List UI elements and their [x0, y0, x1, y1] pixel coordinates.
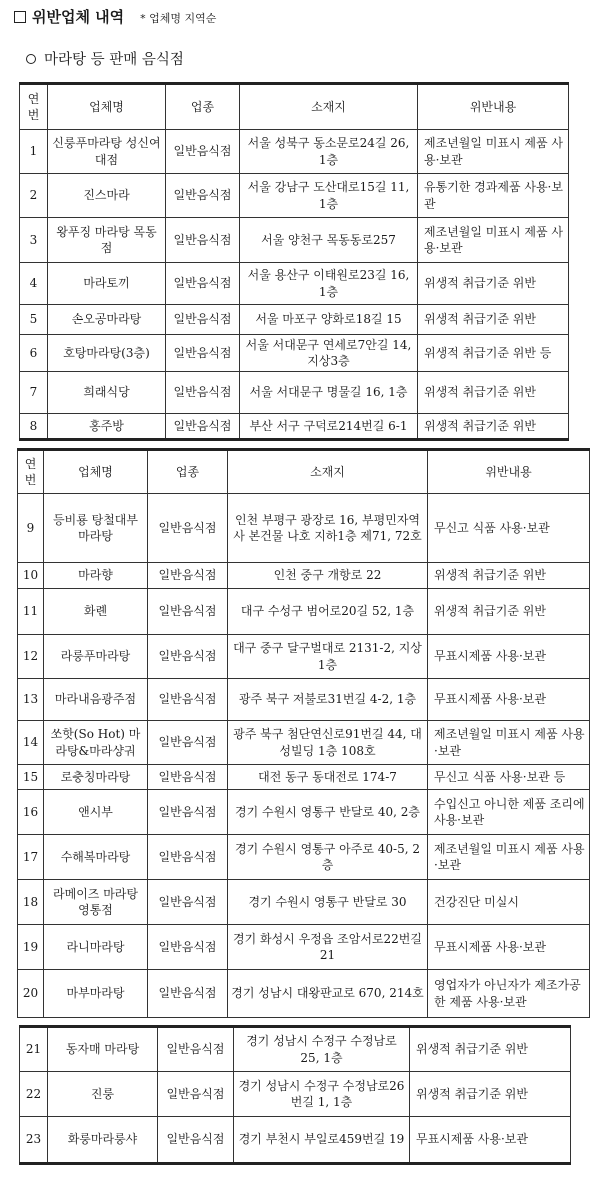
cell-no: 4: [20, 263, 48, 305]
cell-type: 일반음식점: [166, 335, 240, 372]
cell-address: 경기 화성시 우정읍 조암서로22번길 21: [228, 925, 428, 970]
cell-name: 홍주방: [48, 414, 166, 440]
cell-name: 라메이즈 마라탕 영통점: [44, 880, 148, 925]
cell-violation: 무신고 식품 사용·보관 등: [428, 765, 590, 790]
col-header-address: 소재지: [240, 84, 418, 130]
cell-type: 일반음식점: [148, 835, 228, 880]
cell-no: 2: [20, 174, 48, 218]
cell-address: 광주 북구 저불로31번길 4-2, 1층: [228, 679, 428, 721]
cell-violation: 무신고 식품 사용·보관: [428, 494, 590, 563]
cell-type: 일반음식점: [148, 765, 228, 790]
cell-address: 경기 수원시 영통구 반달로 40, 2층: [228, 790, 428, 835]
cell-violation: 위생적 취급기준 위반: [428, 563, 590, 589]
cell-address: 경기 성남시 수정구 수정남로26번길 1, 1층: [234, 1072, 410, 1117]
section-title-text: 위반업체 내역: [32, 8, 125, 26]
cell-type: 일반음식점: [166, 414, 240, 440]
section-title: [14, 6, 216, 27]
cell-address: 경기 수원시 영통구 아주로 40-5, 2층: [228, 835, 428, 880]
table-row: [18, 925, 590, 970]
table-row: [20, 335, 569, 372]
cell-no: 14: [18, 721, 44, 765]
table-row: [18, 970, 590, 1018]
cell-name: 등비룡 탕철대부 마라탕: [44, 494, 148, 563]
cell-type: 일반음식점: [158, 1117, 234, 1164]
cell-no: 19: [18, 925, 44, 970]
cell-violation: 제조년월일 미표시 제품 사용·보관: [428, 721, 590, 765]
cell-no: 5: [20, 305, 48, 335]
col-header-type: 업종: [148, 450, 228, 494]
table-row: [20, 414, 569, 440]
cell-address: 광주 북구 첨단연신로91번길 44, 대성빌딩 1층 108호: [228, 721, 428, 765]
cell-address: 인천 부평구 광장로 16, 부평민자역사 본건물 나호 지하1층 제71, 72호: [228, 494, 428, 563]
cell-type: 일반음식점: [148, 925, 228, 970]
cell-type: 일반음식점: [148, 635, 228, 679]
table-row: [20, 263, 569, 305]
cell-name: 수해복마라탕: [44, 835, 148, 880]
cell-address: 서울 용산구 이태원로23길 16, 1층: [240, 263, 418, 305]
col-header-no: 연번: [18, 450, 44, 494]
cell-name: 라니마라탕: [44, 925, 148, 970]
cell-address: 대구 중구 달구벌대로 2131-2, 지상1층: [228, 635, 428, 679]
cell-address: 경기 성남시 수정구 수정남로 25, 1층: [234, 1027, 410, 1072]
cell-violation: 위생적 취급기준 위반 등: [418, 335, 569, 372]
cell-no: 8: [20, 414, 48, 440]
cell-address: 서울 양천구 목동동로257: [240, 218, 418, 263]
violation-table-part-1: [19, 82, 569, 441]
cell-no: 7: [20, 372, 48, 414]
table-row: [18, 835, 590, 880]
table-row: [18, 494, 590, 563]
table-row: [18, 765, 590, 790]
cell-no: 12: [18, 635, 44, 679]
cell-no: 1: [20, 130, 48, 174]
cell-name: 신룽푸마라탕 성신여대점: [48, 130, 166, 174]
cell-name: 마라향: [44, 563, 148, 589]
table-row: [20, 1117, 571, 1164]
table-body: [20, 84, 569, 440]
cell-violation: 수입신고 아니한 제품 조리에 사용·보관: [428, 790, 590, 835]
cell-name: 동자매 마라탕: [48, 1027, 158, 1072]
cell-type: 일반음식점: [148, 721, 228, 765]
cell-type: 일반음식점: [166, 174, 240, 218]
cell-name: 로충칭마라탕: [44, 765, 148, 790]
cell-violation: 위생적 취급기준 위반: [428, 589, 590, 635]
table-row: [18, 679, 590, 721]
header-row: [20, 84, 569, 130]
cell-no: 16: [18, 790, 44, 835]
col-header-type: 업종: [166, 84, 240, 130]
cell-violation: 제조년월일 미표시 제품 사용·보관: [418, 218, 569, 263]
cell-type: 일반음식점: [148, 679, 228, 721]
table-row: [20, 174, 569, 218]
table-row: [18, 635, 590, 679]
cell-type: 일반음식점: [166, 218, 240, 263]
table-row: [18, 721, 590, 765]
cell-violation: 유통기한 경과제품 사용·보관: [418, 174, 569, 218]
cell-violation: 영업자가 아닌자가 제조가공한 제품 사용·보관: [428, 970, 590, 1018]
table-row: [18, 880, 590, 925]
cell-no: 6: [20, 335, 48, 372]
cell-address: 경기 부천시 부일로459번길 19: [234, 1117, 410, 1164]
sort-note: * 업체명 지역순: [140, 12, 217, 25]
table-row: [18, 563, 590, 589]
cell-no: 23: [20, 1117, 48, 1164]
cell-violation: 위생적 취급기준 위반: [418, 305, 569, 335]
cell-violation: 건강진단 미실시: [428, 880, 590, 925]
cell-address: 서울 강남구 도산대로15길 11, 1층: [240, 174, 418, 218]
violation-table-part-3: [19, 1025, 571, 1165]
cell-name: 쏘핫(So Hot) 마라탕&마라샹궈: [44, 721, 148, 765]
cell-address: 인천 중구 개항로 22: [228, 563, 428, 589]
subsection-title: [26, 48, 184, 69]
cell-name: 화롄: [44, 589, 148, 635]
cell-type: 일반음식점: [166, 263, 240, 305]
violation-table-part-2: [17, 448, 590, 1018]
cell-type: 일반음식점: [148, 494, 228, 563]
cell-type: 일반음식점: [158, 1027, 234, 1072]
cell-violation: 제조년월일 미표시 제품 사용·보관: [428, 835, 590, 880]
cell-type: 일반음식점: [148, 589, 228, 635]
cell-name: 진룽: [48, 1072, 158, 1117]
cell-violation: 무표시제품 사용·보관: [410, 1117, 571, 1164]
cell-violation: 무표시제품 사용·보관: [428, 635, 590, 679]
cell-no: 9: [18, 494, 44, 563]
cell-name: 진스마라: [48, 174, 166, 218]
cell-no: 3: [20, 218, 48, 263]
cell-violation: 위생적 취급기준 위반: [418, 372, 569, 414]
cell-name: 손오공마라탕: [48, 305, 166, 335]
col-header-no: 연번: [20, 84, 48, 130]
cell-violation: 제조년월일 미표시 제품 사용·보관: [418, 130, 569, 174]
cell-type: 일반음식점: [166, 130, 240, 174]
checkbox-square-icon: [14, 11, 26, 23]
table-body: [20, 1027, 571, 1164]
table-body: [18, 450, 590, 1018]
cell-no: 10: [18, 563, 44, 589]
cell-name: 희래식당: [48, 372, 166, 414]
col-header-violation: 위반내용: [418, 84, 569, 130]
cell-type: 일반음식점: [166, 372, 240, 414]
col-header-name: 업체명: [44, 450, 148, 494]
cell-name: 라룽푸마라탕: [44, 635, 148, 679]
cell-type: 일반음식점: [148, 790, 228, 835]
table-row: [18, 790, 590, 835]
cell-type: 일반음식점: [148, 563, 228, 589]
table-row: [20, 372, 569, 414]
cell-address: 부산 서구 구덕로214번길 6-1: [240, 414, 418, 440]
table-row: [18, 589, 590, 635]
cell-violation: 무표시제품 사용·보관: [428, 925, 590, 970]
circle-bullet-icon: [26, 54, 36, 64]
header-row: [18, 450, 590, 494]
cell-name: 마라토끼: [48, 263, 166, 305]
cell-address: 경기 성남시 대왕판교로 670, 214호: [228, 970, 428, 1018]
cell-no: 20: [18, 970, 44, 1018]
cell-no: 15: [18, 765, 44, 790]
cell-address: 서울 서대문구 연세로7안길 14, 지상3층: [240, 335, 418, 372]
cell-no: 17: [18, 835, 44, 880]
cell-address: 대전 동구 동대전로 174-7: [228, 765, 428, 790]
cell-type: 일반음식점: [166, 305, 240, 335]
cell-violation: 무표시제품 사용·보관: [428, 679, 590, 721]
cell-no: 18: [18, 880, 44, 925]
cell-name: 화룽마라룽샤: [48, 1117, 158, 1164]
table-row: [20, 218, 569, 263]
table-row: [20, 305, 569, 335]
cell-name: 마부마라탕: [44, 970, 148, 1018]
col-header-violation: 위반내용: [428, 450, 590, 494]
cell-violation: 위생적 취급기준 위반: [418, 414, 569, 440]
cell-type: 일반음식점: [148, 970, 228, 1018]
subsection-title-text: 마라탕 등 판매 음식점: [44, 52, 184, 68]
cell-address: 서울 서대문구 명물길 16, 1층: [240, 372, 418, 414]
cell-address: 서울 성북구 동소문로24길 26, 1층: [240, 130, 418, 174]
cell-name: 앤시부: [44, 790, 148, 835]
cell-no: 21: [20, 1027, 48, 1072]
cell-violation: 위생적 취급기준 위반: [418, 263, 569, 305]
cell-no: 11: [18, 589, 44, 635]
cell-name: 왕푸징 마라탕 목동점: [48, 218, 166, 263]
cell-type: 일반음식점: [158, 1072, 234, 1117]
col-header-address: 소재지: [228, 450, 428, 494]
cell-violation: 위생적 취급기준 위반: [410, 1072, 571, 1117]
cell-no: 22: [20, 1072, 48, 1117]
cell-address: 경기 수원시 영통구 반달로 30: [228, 880, 428, 925]
cell-violation: 위생적 취급기준 위반: [410, 1027, 571, 1072]
cell-name: 마라내음광주점: [44, 679, 148, 721]
table-row: [20, 1072, 571, 1117]
cell-no: 13: [18, 679, 44, 721]
col-header-name: 업체명: [48, 84, 166, 130]
table-row: [20, 1027, 571, 1072]
cell-address: 대구 수성구 범어로20길 52, 1층: [228, 589, 428, 635]
table-row: [20, 130, 569, 174]
cell-address: 서울 마포구 양화로18길 15: [240, 305, 418, 335]
cell-name: 호탕마라탕(3층): [48, 335, 166, 372]
cell-type: 일반음식점: [148, 880, 228, 925]
